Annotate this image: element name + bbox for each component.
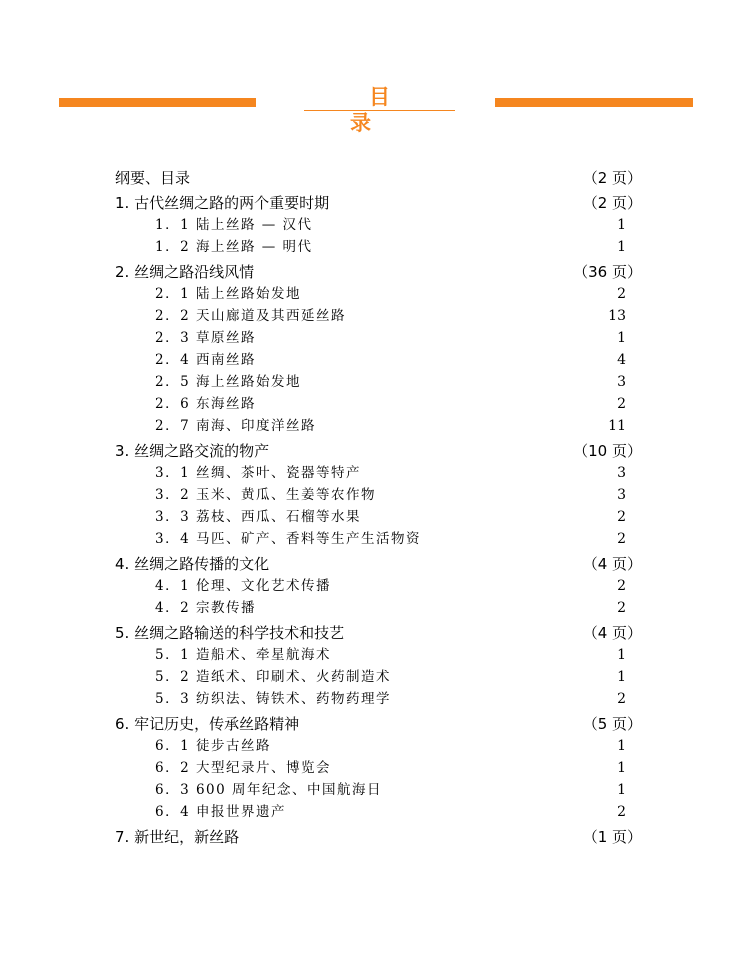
toc-entry-label: 2．1 陆上丝路始发地 bbox=[155, 286, 301, 302]
toc-section-row bbox=[0, 261, 749, 283]
toc-entry-label: 4．2 宗教传播 bbox=[155, 600, 256, 616]
toc-entry-page: 1 bbox=[617, 217, 626, 233]
toc-subsection-row bbox=[0, 214, 749, 236]
toc-entry-page: 1 bbox=[617, 782, 626, 798]
toc-entry-page: 2 bbox=[617, 578, 626, 594]
toc-entry-label: 5. 丝绸之路输送的科学技术和技艺 bbox=[115, 624, 345, 642]
toc-section-row bbox=[0, 192, 749, 214]
toc-entry-label: 3．1 丝绸、茶叶、瓷器等特产 bbox=[155, 465, 361, 481]
toc-entry-page: 1 bbox=[617, 669, 626, 685]
toc-subsection-row bbox=[0, 371, 749, 393]
toc-section-row bbox=[0, 440, 749, 462]
toc-entry-page: 1 bbox=[617, 760, 626, 776]
toc-subsection-row bbox=[0, 597, 749, 619]
toc-entry-label: 6. 牢记历史，传承丝路精神 bbox=[115, 715, 300, 733]
toc-entry-page: 2 bbox=[617, 600, 626, 616]
toc-subsection-row bbox=[0, 327, 749, 349]
toc-entry-label: 2．2 天山廊道及其西延丝路 bbox=[155, 308, 346, 324]
toc-entry-page: 3 bbox=[617, 465, 626, 481]
toc-entry-label: 2．3 草原丝路 bbox=[155, 330, 256, 346]
toc-section-row bbox=[0, 622, 749, 644]
toc-section-row bbox=[0, 553, 749, 575]
toc-entry-label: 2．5 海上丝路始发地 bbox=[155, 374, 301, 390]
toc-entry-page: 2 bbox=[617, 396, 626, 412]
toc-subsection-row bbox=[0, 283, 749, 305]
toc-entry-label: 3. 丝绸之路交流的物产 bbox=[115, 442, 270, 460]
toc-entry-page: （36 页） bbox=[573, 263, 642, 281]
toc-entry-label: 5．3 纺织法、铸铁术、药物药理学 bbox=[155, 691, 391, 707]
toc-subsection-row bbox=[0, 462, 749, 484]
toc-entry-page: 4 bbox=[617, 352, 626, 368]
toc-entry-page: 1 bbox=[617, 738, 626, 754]
toc-entry-label: 6．2 大型纪录片、博览会 bbox=[155, 760, 331, 776]
toc-subsection-row bbox=[0, 305, 749, 327]
toc-entry-label: 7. 新世纪，新丝路 bbox=[115, 828, 240, 846]
toc-entry-label: 1. 古代丝绸之路的两个重要时期 bbox=[115, 194, 330, 212]
toc-entry-page: 13 bbox=[608, 308, 626, 324]
toc-entry-page: （4 页） bbox=[582, 555, 642, 573]
toc-entry-page: （2 页） bbox=[582, 169, 642, 187]
toc-subsection-row bbox=[0, 779, 749, 801]
toc-entry-page: （10 页） bbox=[573, 442, 642, 460]
toc-entry-page: 2 bbox=[617, 691, 626, 707]
toc-subsection-row bbox=[0, 415, 749, 437]
toc-entry-label: 2．7 南海、印度洋丝路 bbox=[155, 418, 316, 434]
toc-entry-page: 11 bbox=[608, 418, 626, 434]
toc-entry-page: （2 页） bbox=[582, 194, 642, 212]
toc-entry-page: （1 页） bbox=[582, 828, 642, 846]
toc-subsection-row bbox=[0, 644, 749, 666]
toc-subsection-row bbox=[0, 801, 749, 823]
title-underline bbox=[304, 110, 455, 111]
toc-entry-page: 1 bbox=[617, 239, 626, 255]
toc-entry-label: 2．6 东海丝路 bbox=[155, 396, 256, 412]
toc-entry-page: 2 bbox=[617, 509, 626, 525]
toc-subsection-row bbox=[0, 236, 749, 258]
toc-entry-page: 1 bbox=[617, 330, 626, 346]
toc-entry-page: 2 bbox=[617, 286, 626, 302]
toc-entry-page: （4 页） bbox=[582, 624, 642, 642]
toc-entry-page: 1 bbox=[617, 647, 626, 663]
toc-section-row bbox=[0, 167, 749, 189]
toc-entry-page: 2 bbox=[617, 804, 626, 820]
toc-subsection-row bbox=[0, 575, 749, 597]
header-bar-right bbox=[495, 98, 693, 107]
toc-entry-label: 4. 丝绸之路传播的文化 bbox=[115, 555, 270, 573]
toc-entry-label: 4．1 伦理、文化艺术传播 bbox=[155, 578, 331, 594]
toc-entry-page: （5 页） bbox=[582, 715, 642, 733]
toc-subsection-row bbox=[0, 393, 749, 415]
toc-entry-label: 5．2 造纸术、印刷术、火药制造术 bbox=[155, 669, 391, 685]
toc-subsection-row bbox=[0, 506, 749, 528]
toc-entry-label: 1．1 陆上丝路 — 汉代 bbox=[155, 217, 313, 233]
toc-entry-label: 3．4 马匹、矿产、香料等生产生活物资 bbox=[155, 531, 421, 547]
toc-entry-label: 5．1 造船术、牵星航海术 bbox=[155, 647, 331, 663]
toc-entry-label: 6．3 600 周年纪念、中国航海日 bbox=[155, 782, 383, 798]
toc-entry-label: 2. 丝绸之路沿线风情 bbox=[115, 263, 255, 281]
toc-entry-page: 2 bbox=[617, 531, 626, 547]
toc-section-row bbox=[0, 713, 749, 735]
toc-entry-label: 6．1 徒步古丝路 bbox=[155, 738, 271, 754]
toc-section-row bbox=[0, 826, 749, 848]
toc-entry-page: 3 bbox=[617, 374, 626, 390]
toc-subsection-row bbox=[0, 349, 749, 371]
toc-entry-label: 1．2 海上丝路 — 明代 bbox=[155, 239, 313, 255]
toc-entry-label: 6．4 申报世界遗产 bbox=[155, 804, 286, 820]
toc-subsection-row bbox=[0, 528, 749, 550]
page-title: 目录 bbox=[350, 85, 428, 135]
toc-entry-label: 纲要、目录 bbox=[115, 169, 191, 187]
toc-entry-label: 2．4 西南丝路 bbox=[155, 352, 256, 368]
toc-subsection-row bbox=[0, 688, 749, 710]
toc-entry-label: 3．3 荔枝、西瓜、石榴等水果 bbox=[155, 509, 361, 525]
toc-subsection-row bbox=[0, 666, 749, 688]
toc-entry-page: 3 bbox=[617, 487, 626, 503]
toc-subsection-row bbox=[0, 484, 749, 506]
toc-subsection-row bbox=[0, 735, 749, 757]
header-bar-left bbox=[59, 98, 256, 107]
toc-subsection-row bbox=[0, 757, 749, 779]
toc-entry-label: 3．2 玉米、黄瓜、生姜等农作物 bbox=[155, 487, 376, 503]
